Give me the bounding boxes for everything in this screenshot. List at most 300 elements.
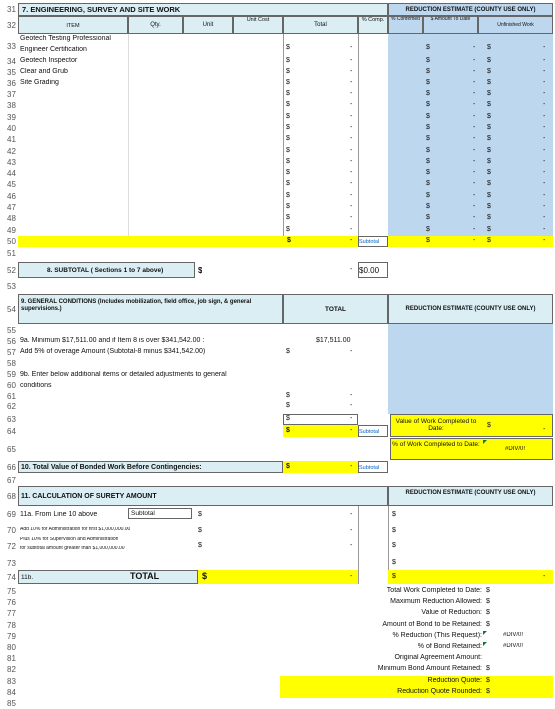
amount-dash: - [473,169,476,177]
section10-dollar: $ [286,463,290,470]
row-59 [0,369,555,380]
amount-dash: - [473,180,476,188]
section10-label: 10. Total Value of Bonded Work Before Contingencies: [18,461,283,473]
summary-label: Minimum Bond Amount Retained: [377,665,482,673]
total-dollar: $ [286,157,290,165]
unfinished-dollar: $ [487,123,491,131]
row-38 [0,100,555,111]
admin-dollar: $ [198,527,202,534]
amount-dollar: $ [426,214,430,222]
row-37 [0,89,555,100]
amount-dash: - [473,146,476,154]
col-header-amount-to-date: $ Amount To Date [423,16,478,34]
amount-dollar: $ [426,123,430,131]
row-number: 57 [7,348,16,357]
row-number: 46 [7,191,16,201]
unfinished-dollar: $ [487,157,491,165]
total-dollar: $ [286,90,290,97]
error-indicator-icon [483,631,487,635]
total-dash: - [350,112,353,120]
row-47 [0,202,555,213]
row-36 [0,78,555,89]
row-number: 74 [7,573,16,582]
summary-row [0,698,555,709]
adj-dollar: $ [286,402,290,409]
supervision-line2: for subtotal amount greater than $1,000,000.00 [20,546,125,551]
reduction-73-dollar: $ [392,559,396,566]
value-completed-label: Value of Work Completed to Date: [395,418,477,433]
total-dollar: $ [286,135,290,143]
total-dollar: $ [286,79,290,86]
amount-dash: - [473,57,476,64]
section11-reduction-header: REDUCTION ESTIMATE (COUNTY USE ONLY) [388,486,553,506]
row-number: 33 [7,42,16,51]
row-number: 37 [7,90,16,99]
row-number: 52 [7,266,16,275]
row-65 [0,442,555,456]
row-number: 55 [7,326,16,335]
reduction-11a-dollar: $ [392,511,396,518]
row-31 [0,3,555,16]
row-number: 44 [7,169,16,179]
row-number: 31 [7,5,16,14]
summary-row [0,664,555,675]
col-header-unfinished: Unfinished Work [478,16,553,34]
amount-dash: - [473,214,476,222]
row-number: 63 [7,415,16,424]
row-57 [0,347,555,358]
row-35 [0,67,555,78]
row-58 [0,358,555,369]
subtotal-label: Subtotal [358,236,388,247]
amount-dollar: $ [426,191,430,199]
row-number: 47 [7,203,16,212]
unfinished-dollar: $ [487,146,491,154]
unfinished-dollar: $ [487,68,491,75]
unfinished-dash: - [543,90,546,97]
section9-reduction-header: REDUCTION ESTIMATE (COUNTY USE ONLY) [388,294,553,324]
unfinished-dollar: $ [487,225,491,233]
subtotal-unfinished-dollar: $ [487,237,491,244]
row-number: 34 [7,57,16,66]
row-46 [0,191,555,202]
summary-label: Amount of Bond to be Retained: [382,620,482,628]
item-name-line2[interactable]: Engineer Certification [20,46,87,53]
amount-dash: - [473,112,476,120]
col-header-pct-comp: % Comp. [358,16,388,34]
row-number: 51 [7,249,16,258]
summary-row [0,676,555,687]
row-number: 77 [7,609,16,619]
pct-completed-label: % of Work Completed to Date: [392,441,480,448]
row-number: 83 [7,676,16,686]
unfinished-dollar: $ [487,57,491,64]
total-dash: - [350,573,353,580]
row-55 [0,325,555,336]
amount-dash: - [473,101,476,109]
line-9a-value[interactable]: $17,511.00 [316,337,351,344]
total-dash: - [350,180,353,188]
unfinished-dash: - [543,157,546,165]
subtotal-amount-dollar: $ [426,237,430,244]
summary-row [0,597,555,608]
summary-label: Reduction Quote Rounded: [397,687,482,695]
amount-dash: - [473,225,476,233]
total-dash: - [350,214,353,222]
line-11a-subtotal: Subtotal [128,508,192,519]
total-dash: - [350,203,353,210]
item-name[interactable]: Clear and Grub [20,68,68,75]
col-header-pct-confirmed: % Confirmed [388,16,423,34]
row-number: 32 [7,21,16,30]
line-9a-overage: Add 5% of overage Amount (Subtotal-8 minus $341,542.00) [20,348,206,355]
summary-row [0,653,555,664]
amount-dollar: $ [426,79,430,86]
row-number: 82 [7,665,16,675]
total-dash: - [350,68,353,75]
total-fill [198,570,358,584]
amount-dollar: $ [426,203,430,210]
col-header-item: ITEM [18,16,128,34]
row-60 [0,380,555,391]
row-number: 48 [7,214,16,224]
amount-dollar: $ [426,90,430,97]
row-52 [0,262,555,278]
value-completed-dash: - [543,426,546,433]
row-74 [0,570,555,584]
row-number: 38 [7,101,16,111]
col-header-unit-cost: Unit Cost [233,16,283,34]
total-dash: - [350,57,353,64]
row-number: 49 [7,225,16,235]
amount-dollar: $ [426,112,430,120]
summary-label: Original Agreement Amount: [394,654,482,662]
unfinished-dollar: $ [487,135,491,143]
row-number: 72 [7,542,16,551]
error-indicator-icon [483,642,487,646]
amount-dollar: $ [426,157,430,165]
summary-label: Value of Reduction: [421,609,482,617]
total-dollar: $ [286,44,290,51]
amount-dash: - [473,90,476,97]
unfinished-dollar: $ [487,180,491,188]
amount-dollar: $ [426,44,430,51]
unfinished-dollar: $ [487,214,491,222]
subtotal-unfinished-dash: - [543,237,546,244]
row-number: 50 [7,237,16,246]
admin-line: Add 10% for Administration for first $1,000,000.00 [20,527,131,532]
total-dash: - [350,135,353,143]
row-number: 64 [7,427,16,436]
line-11a-dollar: $ [198,511,202,518]
unfinished-dash: - [543,68,546,75]
subtotal-fill [18,236,358,247]
unfinished-dash: - [543,169,546,177]
total-dash: - [350,123,353,131]
total-dollar: $ [286,57,290,64]
section9-subtotal-dash: - [350,427,353,434]
summary-value: #DIV/0! [503,643,524,649]
unfinished-dash: - [543,57,546,64]
section11-label: 11. CALCULATION OF SURETY AMOUNT [18,486,388,506]
row-number: 56 [7,337,16,346]
col-header-total: Total [283,16,358,34]
unfinished-dash: - [543,123,546,131]
summary-label: Total Work Completed to Date: [386,587,482,594]
adj-dollar: $ [286,415,290,422]
row-33 [0,34,555,56]
summary-value: $ [486,665,490,673]
row-number: 69 [7,510,16,519]
summary-label: % Reduction (This Request): [392,631,482,639]
section9-subtotal-fill [283,425,358,437]
row-44 [0,168,555,179]
total-dash: - [350,191,353,199]
total-dollar: $ [286,101,290,109]
total-dollar: $ [286,169,290,177]
total-dollar: $ [286,225,290,233]
section9-subtotal-dollar: $ [286,427,290,434]
unfinished-dash: - [543,44,546,51]
line-11a-dash: - [350,511,353,518]
unfinished-dash: - [543,135,546,143]
unfinished-dollar: $ [487,90,491,97]
unfinished-dollar: $ [487,79,491,86]
row-66 [0,461,555,473]
section8-dollar: $ [198,266,203,275]
row-number: 68 [7,492,16,501]
summary-label: Maximum Reduction Allowed: [390,598,482,606]
total-dollar: $ [286,123,290,131]
row-70 [0,524,555,537]
section10-dash: - [350,463,353,470]
amount-dash: - [473,135,476,143]
row-51 [0,248,555,260]
row-71-72 [0,537,555,555]
amount-dollar: $ [426,101,430,109]
total-reduction-dollar: $ [392,573,396,580]
reduction-supervision-dollar: $ [392,542,396,549]
row-number: 67 [7,476,16,485]
subtotal-reduction-fill [388,236,553,247]
unfinished-dash: - [543,79,546,86]
section9-label: 9. GENERAL CONDITIONS (Includes mobilization, field office, job sign, & general supervisions.) [18,294,283,324]
row-48 [0,213,555,224]
summary-row [0,620,555,631]
row-number: 84 [7,687,16,697]
amount-dash: - [473,203,476,210]
line-9b: 9b. Enter below additional items or detailed adjustments to general [20,371,227,378]
amount-dollar: $ [426,57,430,64]
overage-dollar: $ [286,348,290,355]
col-header-qty: Qty. [128,16,183,34]
amount-dash: - [473,44,476,51]
line-9b-conditions: conditions [20,382,52,389]
section8-dash: - [350,266,353,273]
adj-dash: - [350,415,353,422]
amount-dollar: $ [426,135,430,143]
row-number: 41 [7,135,16,145]
section10-fill [283,461,358,473]
row-number: 70 [7,526,16,535]
row-53 [0,280,555,292]
row-number: 45 [7,180,16,190]
row-39 [0,112,555,123]
row-number: 58 [7,359,16,368]
summary-value: $ [486,609,490,617]
unfinished-dash: - [543,112,546,120]
row-number: 62 [7,402,16,411]
section7-reduction-header: REDUCTION ESTIMATE (COUNTY USE ONLY) [388,3,553,16]
amount-dash: - [473,191,476,199]
total-dollar: $ [286,191,290,199]
summary-row [0,608,555,619]
total-dash: - [350,90,353,97]
summary-value: #DIV/0! [503,631,524,638]
row-number: 81 [7,654,16,664]
row-41 [0,134,555,145]
total-dash: - [350,101,353,109]
amount-dash: - [473,123,476,131]
summary-label: Reduction Quote: [427,676,482,684]
unfinished-dash: - [543,180,546,188]
row-number: 36 [7,79,16,88]
amount-dollar: $ [426,225,430,233]
subtotal-dollar: $ [287,237,291,244]
row-number: 73 [7,559,16,568]
unfinished-dash: - [543,191,546,199]
row-number: 66 [7,463,16,472]
adj-dash: - [350,402,353,409]
row-number: 53 [7,282,16,291]
row-67 [0,475,555,486]
row-number: 75 [7,587,16,596]
adj-dollar: $ [286,392,290,399]
row-73 [0,557,555,570]
value-completed-dollar: $ [487,422,491,429]
total-dollar: $ [286,180,290,188]
unfinished-dollar: $ [487,169,491,177]
row-number: 78 [7,620,16,630]
adj-box [283,414,358,425]
summary-row [0,631,555,642]
col-header-unit: Unit [183,16,233,34]
row-number: 80 [7,643,16,652]
row-69 [0,508,555,521]
row-40 [0,123,555,134]
subtotal-amount-dash: - [473,237,476,244]
row-number: 60 [7,381,16,390]
amount-dash: - [473,157,476,165]
row-number: 79 [7,631,16,641]
unfinished-dash: - [543,101,546,109]
summary-row [0,642,555,653]
summary-row [0,687,555,698]
amount-dollar: $ [426,169,430,177]
section8-label: 8. SUBTOTAL ( Sections 1 to 7 above) [18,262,195,278]
unfinished-dollar: $ [487,44,491,51]
total-dash: - [350,44,353,51]
subtotal-dash: - [350,237,353,244]
admin-dash: - [350,527,353,534]
item-name[interactable]: Site Grading [20,79,59,86]
row-32 [0,16,555,34]
value-completed-box [390,414,553,437]
row-42 [0,146,555,157]
line-11a: 11a. From Line 10 above [20,511,98,518]
unfinished-dash: - [543,225,546,233]
total-dash: - [350,169,353,177]
total-reduction-fill [388,570,553,584]
section7-title[interactable]: 7. ENGINEERING, SURVEY AND SITE WORK [18,3,388,16]
overage-dash: - [350,348,353,355]
reduction-admin-dollar: $ [392,527,396,534]
row-number: 40 [7,123,16,133]
row-number: 54 [7,305,16,314]
row-68 [0,486,555,506]
row-number: 42 [7,146,16,156]
total-dash: - [350,79,353,86]
total-dash: - [350,157,353,165]
total-dollar: $ [286,68,290,75]
total-dollar: $ [286,146,290,154]
row-50 [0,236,555,247]
row-number: 43 [7,157,16,167]
supervision-dash: - [350,542,353,549]
amount-dollar: $ [426,68,430,75]
unfinished-dash: - [543,214,546,222]
summary-value: $ [486,687,490,695]
section8-value[interactable]: $0.00 [358,262,388,278]
row-number: 65 [7,445,16,454]
row-61 [0,392,555,402]
line-9a: 9a. Minimum $17,511.00 and if Item 8 is over $341,542.00 : [20,337,205,344]
section9-subtotal-label: Subtotal [358,425,388,437]
adj-dash: - [350,392,353,399]
line-11b: 11b. [18,570,198,584]
row-number: 59 [7,370,16,379]
item-name[interactable]: Geotech Inspector [20,57,78,64]
total-label: TOTAL [130,571,160,581]
supervision-line: Plus 10% for Supervision and Administration [20,537,119,542]
total-dash: - [350,146,353,154]
row-45 [0,179,555,190]
row-62 [0,402,555,412]
total-dollar: $ [286,214,290,222]
unfinished-dollar: $ [487,203,491,210]
row-number: 39 [7,112,16,122]
row-54 [0,294,555,324]
summary-label: % of Bond Retained: [417,643,482,650]
row-number: 61 [7,392,16,401]
total-dollar: $ [202,571,208,581]
unfinished-dollar: $ [487,101,491,109]
unfinished-dash: - [543,146,546,154]
section10-subtotal-label: Subtotal [358,461,388,473]
row-49 [0,225,555,236]
pct-completed-value: #DIV/0! [505,446,526,452]
item-name[interactable]: Geotech Testing Professional [20,35,111,42]
summary-value: $ [486,598,490,606]
row-43 [0,157,555,168]
supervision-dollar: $ [198,542,202,549]
amount-dollar: $ [426,146,430,154]
amount-dollar: $ [426,180,430,188]
amount-dash: - [473,79,476,86]
summary-value: $ [486,620,490,628]
total-dollar: $ [286,112,290,120]
unfinished-dollar: $ [487,112,491,120]
